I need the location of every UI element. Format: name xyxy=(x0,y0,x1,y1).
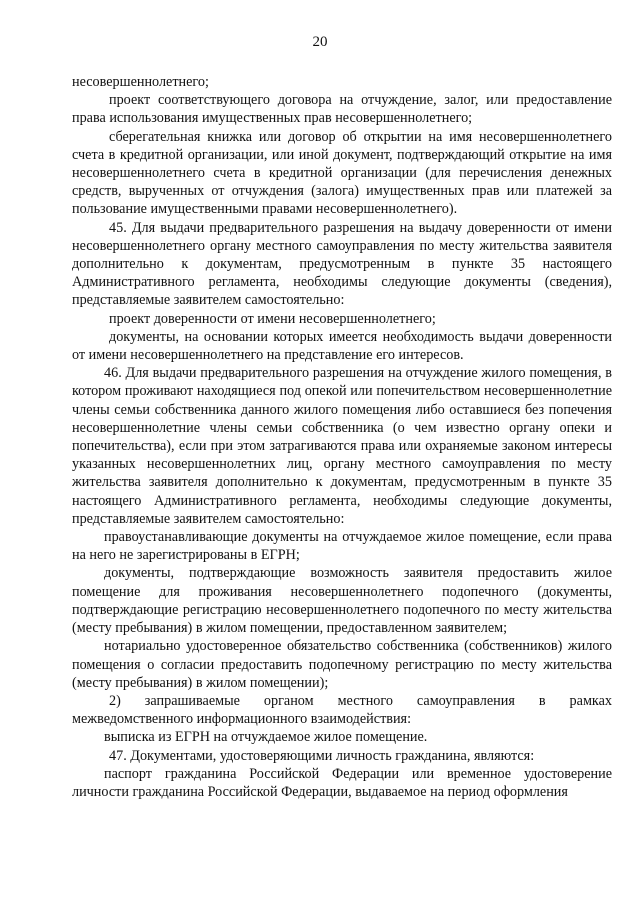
paragraph: сберегательная книжка или договор об открытии на имя несовершеннолетнего счета в кредитной организации, или иной документ, подтверждающий открытие на имя несовершеннолетнего счета в кредитной организации (для перечисления денежных средств, вырученных от отчуждения (залога) имущественных прав или платежей за пользование имущественными правами несовершеннолетнего). xyxy=(72,128,612,218)
paragraph: документы, на основании которых имеется необходимость выдачи доверенности от имени несовершеннолетнего на представление его интересов. xyxy=(72,328,612,364)
paragraph: 47. Документами, удостоверяющими личность гражданина, являются: xyxy=(109,747,535,764)
paragraph: нотариально удостоверенное обязательство собственника (собственников) жилого помещения о согласии предоставить подопечному регистрацию по месту жительства (месту пребывания) в жилом помещении); xyxy=(72,638,612,691)
paragraph: 45. Для выдачи предварительного разрешения на выдачу доверенности от имени несовершеннолетнего органу местного самоуправления по месту жительства заявителя дополнительно к документам, предусмотренным в пункте 35 настоящего Административного регламента, необходимы следующие документы (сведения), представляемые заявителем самостоятельно: xyxy=(72,219,612,309)
paragraph: проект соответствующего договора на отчуждение, залог, или предоставление права использования имущественных прав несовершеннолетнего; xyxy=(72,92,612,127)
paragraph: 46. Для выдачи предварительного разрешения на отчуждение жилого помещения, в котором проживают находящиеся под опекой или попечительством несовершеннолетние члены семьи собственника данного жилого помещения либо оставшиеся без попечения несовершеннолетние члены семьи собственника (о чем известно органу опеки и попечительства), если при этом затрагиваются права или охраняемые законом интересы указанных несовершеннолетних лиц, органу местного самоуправления по месту жительства заявителя дополнительно к документам, предусмотренным в пункте 35 настоящего Административного регламента, необходимы следующие документы, представляемые заявителем самостоятельно: xyxy=(72,365,612,527)
paragraph: паспорт гражданина Российской Федерации или временное удостоверение личности гражданина Российской Федерации, выдаваемое на период оформления xyxy=(72,765,612,800)
paragraph: выписка из ЕГРН на отчуждаемое жилое помещение. xyxy=(104,729,428,746)
page-number: 20 xyxy=(312,34,328,50)
paragraph: правоустанавливающие документы на отчуждаемое жилое помещение, если права на него не зарегистрированы в ЕГРН; xyxy=(72,529,612,564)
body-text xyxy=(72,73,612,801)
paragraph: проект доверенности от имени несовершеннолетнего; xyxy=(109,310,436,327)
paragraph: документы, подтверждающие возможность заявителя предоставить жилое помещение для проживания несовершеннолетнего подопечного (документы, подтверждающие регистрацию несовершеннолетнего подопечного по месту жительства (месту пребывания) в жилом помещении, предоставленном заявителем; xyxy=(72,565,612,637)
paragraph: несовершеннолетнего; xyxy=(72,74,209,90)
paragraph: 2) запрашиваемые органом местного самоуправления в рамках межведомственного информационного взаимодействия: xyxy=(72,692,612,728)
